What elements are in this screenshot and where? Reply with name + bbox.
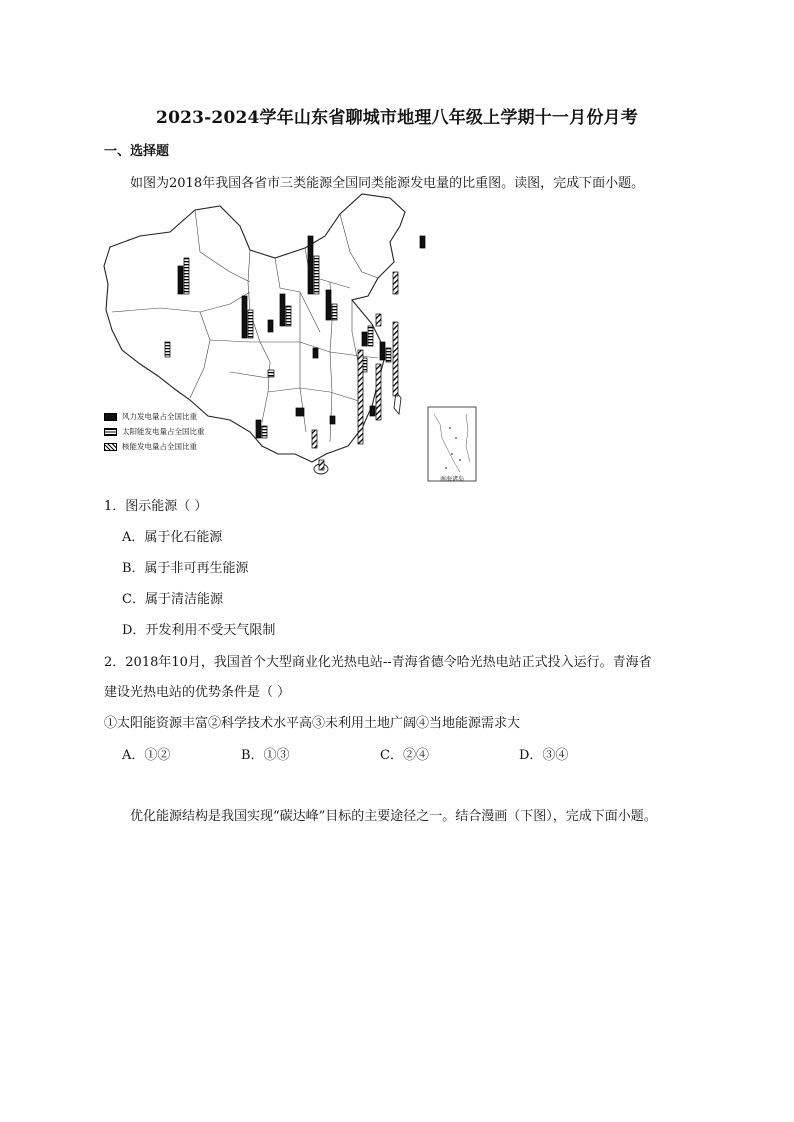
question-1-option-c: C．属于清洁能源	[122, 592, 223, 607]
bar-nuclear-guangdong	[358, 350, 363, 444]
bar-nuclear-shandong	[376, 314, 381, 326]
question-1-option-b: B．属于非可再生能源	[122, 561, 249, 576]
legend-label: 核能发电量占全国比重	[122, 442, 197, 451]
question-1-stem: 1．图示能源（ ）	[104, 499, 208, 514]
bar-solar-gansu	[248, 310, 253, 338]
bar-wind-xinjiang	[178, 266, 183, 294]
bar-wind-shandong	[362, 332, 367, 346]
bar-solar-sichuan	[268, 370, 274, 377]
legend-item-solar	[104, 424, 205, 439]
bar-wind-gansu	[242, 296, 247, 338]
question-2-stem-line1: 2．2018年10月，我国首个大型商业化光热电站--青海省德令哈光热电站正式投入运行。青海省	[104, 655, 652, 670]
intro-paragraph: 如图为2018年我国各省市三类能源全国同类能源发电量的比重图。读图，完成下面小题。	[130, 176, 645, 191]
bar-nuclear-zhejiang	[393, 322, 398, 396]
legend-label: 风力发电量占全国比重	[122, 412, 197, 421]
horizontal-lines-icon	[104, 428, 117, 436]
bar-solar-xinjiang	[184, 258, 189, 294]
section-heading: 一、选择题	[104, 144, 170, 159]
inset-label: 南海诸岛	[440, 476, 465, 483]
question-2-option-d: D．③④	[519, 748, 569, 763]
bar-nuclear-fujian	[376, 364, 381, 420]
bar-solar-inner-mongolia	[314, 256, 319, 294]
bar-solar-hebei	[332, 304, 337, 320]
bar-nuclear-guangxi	[312, 430, 317, 448]
bar-solar-shandong	[368, 326, 373, 346]
question-1-option-d: D．开发利用不受天气限制	[122, 623, 276, 638]
bar-wind-yunnan	[256, 420, 261, 438]
legend-item-wind	[104, 409, 205, 424]
question-2-option-a: A．①②	[122, 748, 171, 763]
map-legend	[104, 409, 205, 454]
bar-wind-ningxia	[280, 294, 285, 326]
bar-wind-hebei	[326, 290, 331, 320]
bar-wind-qinghai	[268, 320, 273, 332]
bar-nuclear-hainan	[319, 460, 324, 470]
legend-label: 太阳能发电量占全国比重	[122, 427, 205, 436]
question-2-option-c: C．②④	[380, 748, 429, 763]
legend-item-nuclear	[104, 439, 205, 454]
bar-wind-fujian	[370, 406, 375, 416]
bar-wind-guizhou	[296, 408, 304, 416]
bar-solar-jiangsu	[386, 348, 391, 362]
document-title: 2023-2024学年山东省聊城市地理八年级上学期十一月份月考	[156, 108, 638, 128]
bar-wind-heilongjiang	[420, 236, 425, 248]
bar-wind-inner-mongolia	[308, 236, 313, 294]
question-2-stem-line2: 建设光热电站的优势条件是（ ）	[104, 685, 291, 700]
bar-solar-ningxia	[286, 306, 291, 326]
diagonal-hatch-icon	[104, 443, 117, 451]
question-2-conditions: ①太阳能资源丰富②科学技术水平高③未利用土地广阔④当地能源需求大	[104, 716, 521, 731]
bar-solar-yunnan	[262, 426, 267, 438]
bar-nuclear-liaoning	[393, 272, 398, 294]
question-2-option-b: B．①③	[241, 748, 290, 763]
question-1-option-a: A．属于化石能源	[122, 530, 223, 545]
bar-wind-hunan	[330, 416, 335, 424]
solid-black-icon	[104, 413, 117, 421]
south-china-sea-inset	[428, 407, 476, 481]
bar-solar-tibet	[165, 342, 170, 357]
bar-wind-jiangsu	[380, 342, 385, 360]
bar-wind-henan	[313, 348, 318, 358]
second-intro-paragraph: 优化能源结构是我国实现“碳达峰”目标的主要途径之一。结合漫画（下图），完成下面小题。	[130, 809, 657, 824]
